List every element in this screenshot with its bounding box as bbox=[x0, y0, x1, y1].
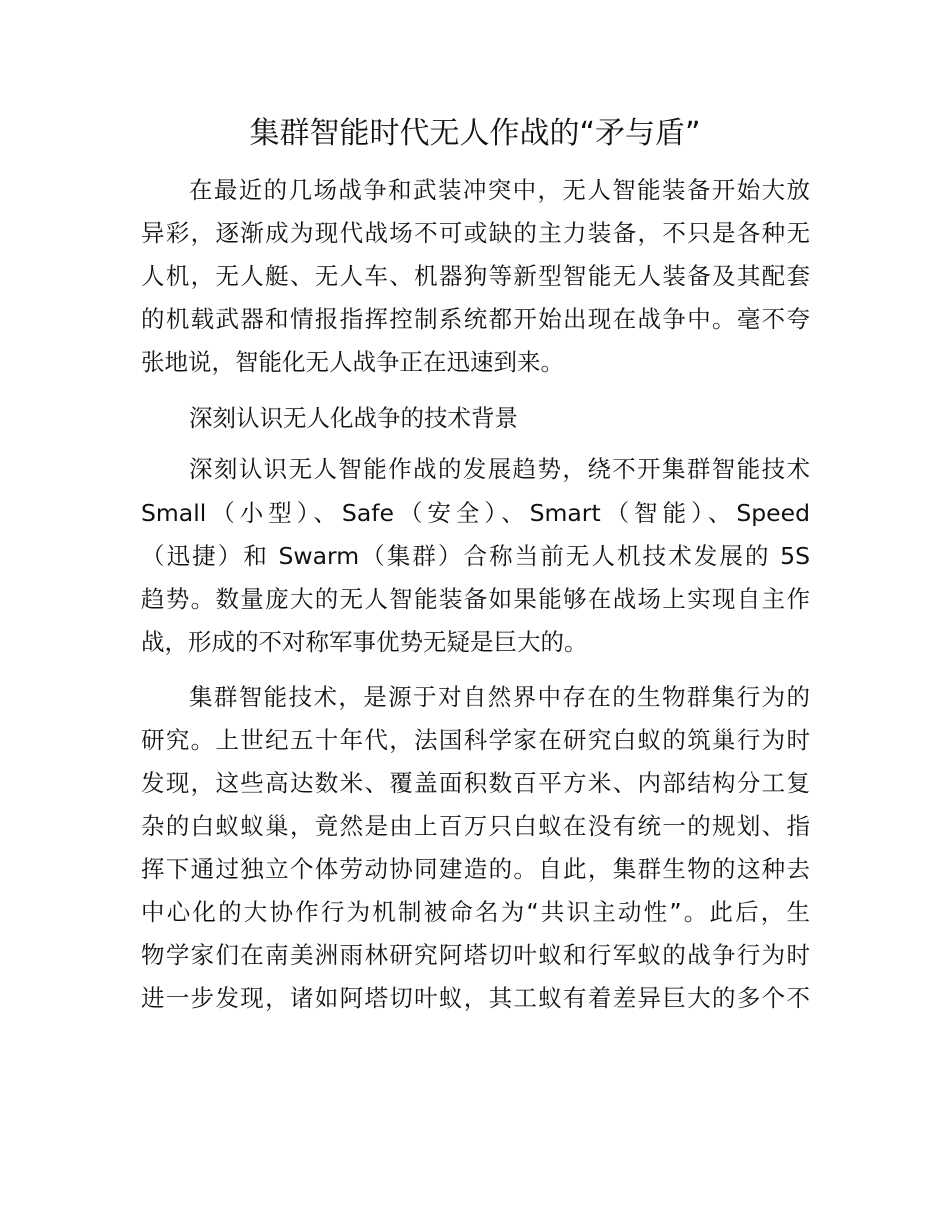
text-line: 战，形成的不对称军事优势无疑是巨大的。 bbox=[141, 628, 588, 656]
text-line: 深刻认识无人智能作战的发展趋势，绕不开集群智能技术 bbox=[189, 455, 810, 483]
text-line: Small（小型）、Safe（安全）、Smart（智能）、Speed bbox=[141, 499, 810, 527]
document-title: 集群智能时代无人作战的“矛与盾” bbox=[249, 116, 701, 151]
text-line: 的机载武器和情报指挥控制系统都开始出现在战争中。毫不夸 bbox=[141, 305, 810, 333]
text-line: 物学家们在南美洲雨林研究阿塔切叶蚁和行军蚁的战争行为时 bbox=[141, 941, 810, 969]
text-line: 异彩，逐渐成为现代战场不可或缺的主力装备，不只是各种无 bbox=[141, 219, 810, 247]
text-line: 发现，这些高达数米、覆盖面积数百平方米、内部结构分工复 bbox=[141, 769, 810, 797]
text-line: 在最近的几场战争和武装冲突中，无人智能装备开始大放 bbox=[189, 176, 810, 204]
text-line: 中心化的大协作行为机制被命名为“共识主动性”。此后，生 bbox=[141, 898, 810, 926]
text-line: 人机，无人艇、无人车、机器狗等新型智能无人装备及其配套 bbox=[141, 262, 810, 290]
text-line: 研究。上世纪五十年代，法国科学家在研究白蚁的筑巢行为时 bbox=[141, 726, 810, 754]
text-line: 张地说，智能化无人战争正在迅速到来。 bbox=[141, 348, 564, 376]
text-line: 进一步发现，诸如阿塔切叶蚁，其工蚁有着差异巨大的多个不 bbox=[141, 984, 810, 1012]
text-line: 挥下通过独立个体劳动协同建造的。自此，集群生物的这种去 bbox=[141, 855, 810, 883]
text-line: 杂的白蚁蚁巢，竟然是由上百万只白蚁在没有统一的规划、指 bbox=[141, 812, 810, 840]
text-line: 集群智能技术，是源于对自然界中存在的生物群集行为的 bbox=[189, 683, 810, 711]
text-line: 趋势。数量庞大的无人智能装备如果能够在战场上实现自主作 bbox=[141, 585, 810, 613]
section-heading: 深刻认识无人化战争的技术背景 bbox=[189, 404, 518, 432]
text-line: （迅捷）和 Swarm（集群）合称当前无人机技术发展的 5S bbox=[141, 542, 810, 570]
